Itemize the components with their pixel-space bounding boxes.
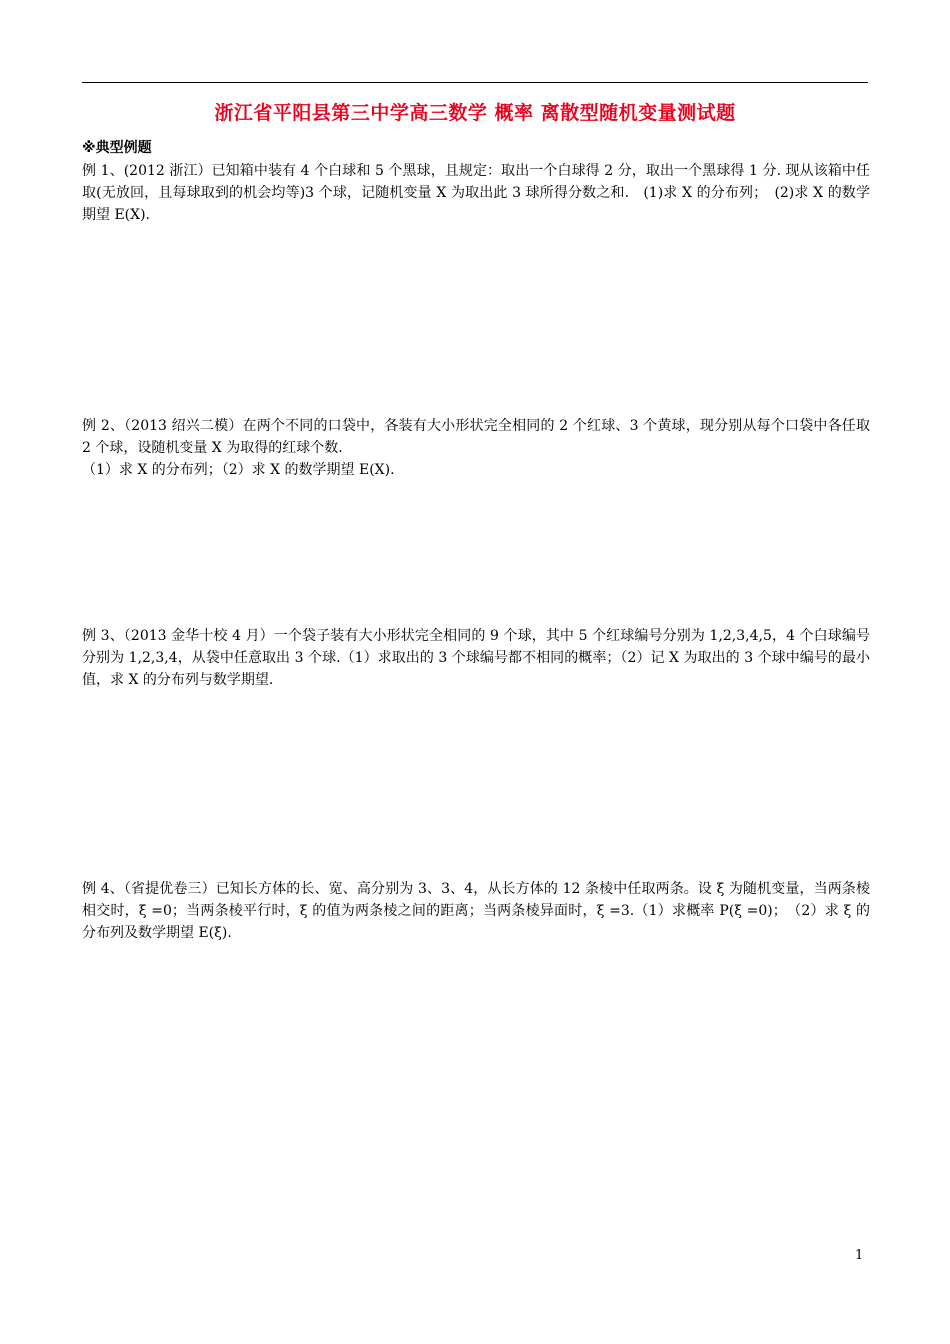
example-3-text: 例 3、（2013 金华十校 4 月）一个袋子装有大小形状完全相同的 9 个球，其中 5 个红球编号分别为 1,2,3,4,5，4 个白球编号分别为 1,2,3,4，从袋中任意取出 3 个球.（1）求取出的 3 个球编号都不相同的概率；（2）记 X 为取出的 3 个球中编号的最小值，求 X 的分布列与数学期望. (82, 628, 870, 688)
page-number: 1 (855, 1248, 864, 1263)
section-heading: ※典型例题 (82, 140, 152, 156)
document-title: 浙江省平阳县第三中学高三数学 概率 离散型随机变量测试题 (214, 102, 736, 124)
example-4-text: 例 4、（省提优卷三）已知长方体的长、宽、高分别为 3、3、4，从长方体的 12 条棱中任取两条。设 ξ 为随机变量，当两条棱相交时，ξ =0；当两条棱平行时，ξ 的值为两条棱之间的距离；当两条棱异面时，ξ =3.（1）求概率 P(ξ =0)； （2）求 ξ 的分布列及数学期望 E(ξ). (82, 881, 870, 941)
example-2-text: 例 2、（2013 绍兴二模）在两个不同的口袋中，各装有大小形状完全相同的 2 个红球、3 个黄球，现分别从每个口袋中各任取 2 个球，设随机变量 X 为取得的红球个数. (82, 418, 870, 456)
header-rule (82, 82, 868, 83)
example-2 (82, 415, 870, 481)
example-2-questions: （1）求 X 的分布列；（2）求 X 的数学期望 E(X). (82, 462, 395, 478)
example-1-text: 例 1、(2012 浙江）已知箱中装有 4 个白球和 5 个黑球，且规定：取出一个白球得 2 分，取出一个黑球得 1 分. 现从该箱中任取(无放回，且每球取到的机会均等)3 个球，记随机变量 X 为取出此 3 球所得分数之和. (1)求 X 的分布列； (2)求 X 的数学期望 E(X). (82, 163, 870, 223)
example-1 (82, 160, 870, 226)
example-3 (82, 625, 870, 691)
example-4 (82, 878, 870, 944)
